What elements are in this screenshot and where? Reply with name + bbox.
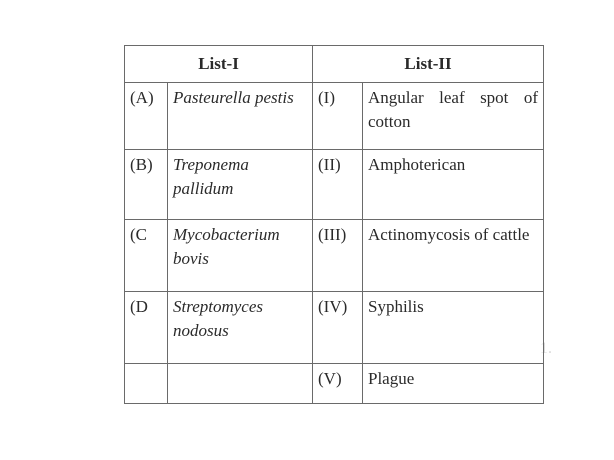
table-row <box>125 150 544 220</box>
list-1-item: Treponema pallidum <box>168 150 313 220</box>
table-row <box>125 292 544 364</box>
table-header-row <box>125 46 544 83</box>
list-2-item: Amphoterican <box>363 150 544 220</box>
list-1-header: List-I <box>125 46 313 83</box>
table-row <box>125 364 544 404</box>
list-1-label: (A) <box>125 83 168 150</box>
table-row <box>125 83 544 150</box>
bleed-through-mark: 1. <box>540 340 552 357</box>
list-1-label: (B) <box>125 150 168 220</box>
list-1-label: (D <box>125 292 168 364</box>
list-2-label: (II) <box>313 150 363 220</box>
list-2-item: Syphilis <box>363 292 544 364</box>
list-1-item: Pasteurella pestis <box>168 83 313 150</box>
list-1-item: Mycobacterium bovis <box>168 220 313 292</box>
list-2-label: (III) <box>313 220 363 292</box>
list-2-header: List-II <box>313 46 544 83</box>
list-2-label: (V) <box>313 364 363 404</box>
table-row <box>125 220 544 292</box>
list-2-item: Angular leaf spot of cotton <box>363 83 544 150</box>
list-1-item: Streptomyces nodosus <box>168 292 313 364</box>
matching-table <box>124 45 544 404</box>
list-2-item: Actinomycosis of cattle <box>363 220 544 292</box>
list-2-item: Plague <box>363 364 544 404</box>
list-1-item <box>168 364 313 404</box>
list-2-label: (IV) <box>313 292 363 364</box>
list-2-label: (I) <box>313 83 363 150</box>
list-1-label: (C <box>125 220 168 292</box>
list-1-label <box>125 364 168 404</box>
